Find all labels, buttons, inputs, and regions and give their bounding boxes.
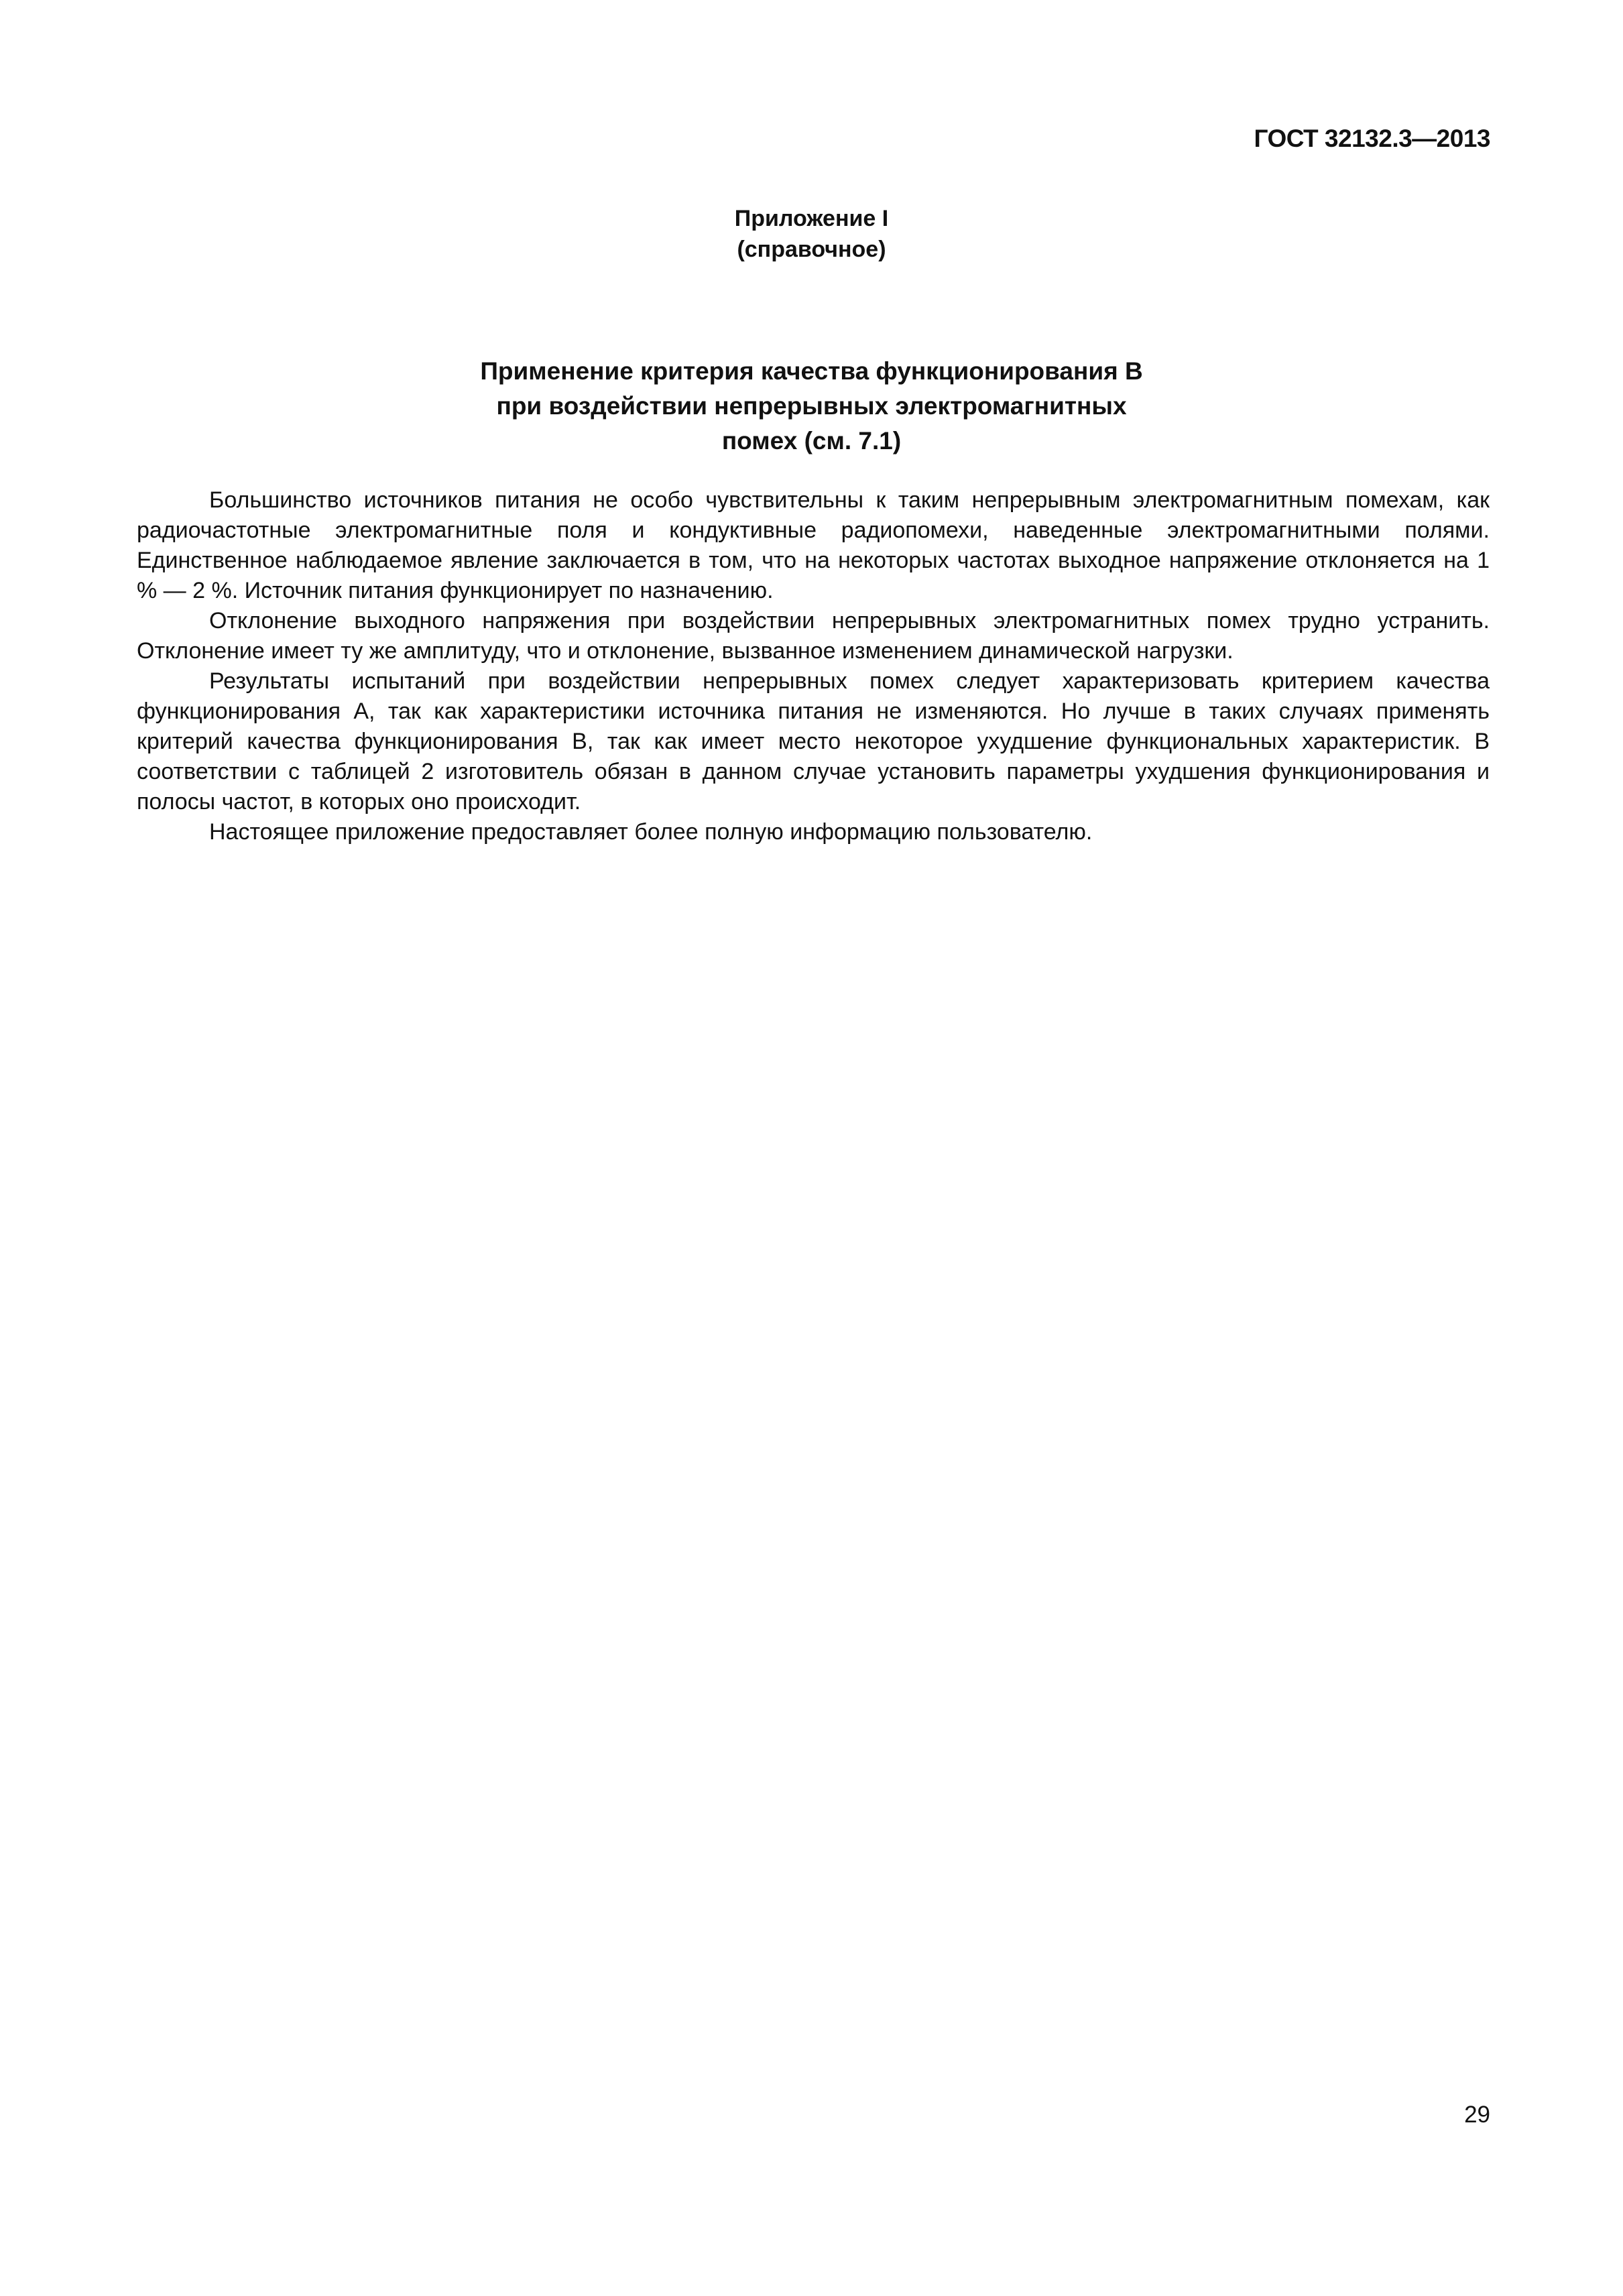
appendix-label: Приложение I: [734, 206, 889, 231]
body-text: [137, 485, 1490, 847]
paragraph: Отклонение выходного напряжения при воздействии непрерывных электромагнитных помех трудно устранить. Отклонение имеет ту же амплитуду, что и отклонение, вызванное изменением динамической нагрузки.: [137, 608, 1490, 664]
appendix-title: [0, 354, 1623, 459]
title-line: при воздействии непрерывных электромагнитных: [496, 392, 1127, 420]
title-line: Применение критерия качества функционирования В: [480, 357, 1143, 385]
paragraph: Результаты испытаний при воздействии непрерывных помех следует характеризовать критерием качества функционирования А, так как характеристики источника питания не изменяются. Но лучше в таких случаях применять критерий качества функционирования В, так как имеет место некоторое ухудшение функциональных характеристик. В соответствии с таблицей 2 изготовитель обязан в данном случае установить параметры ухудшения функционирования и полосы частот, в которых оно происходит.: [137, 668, 1490, 814]
title-line: помех (см. 7.1): [721, 427, 902, 455]
appendix-status: (справочное): [737, 237, 886, 262]
paragraph: Настоящее приложение предоставляет более полную информацию пользователю.: [209, 819, 1093, 845]
appendix-heading: [0, 203, 1623, 265]
document-code: ГОСТ 32132.3—2013: [1254, 125, 1490, 152]
page-number: 29: [1464, 2102, 1490, 2128]
paragraph: Большинство источников питания не особо чувствительны к таким непрерывным электромагнитным помехам, как радиочастотные электромагнитные поля и кондуктивные радиопомехи, наведенные электромагнитными полями. Единственное наблюдаемое явление заключается в том, что на некоторых частотах выходное напряжение отклоняется на 1 % — 2 %. Источник питания функционирует по назначению.: [137, 487, 1490, 603]
